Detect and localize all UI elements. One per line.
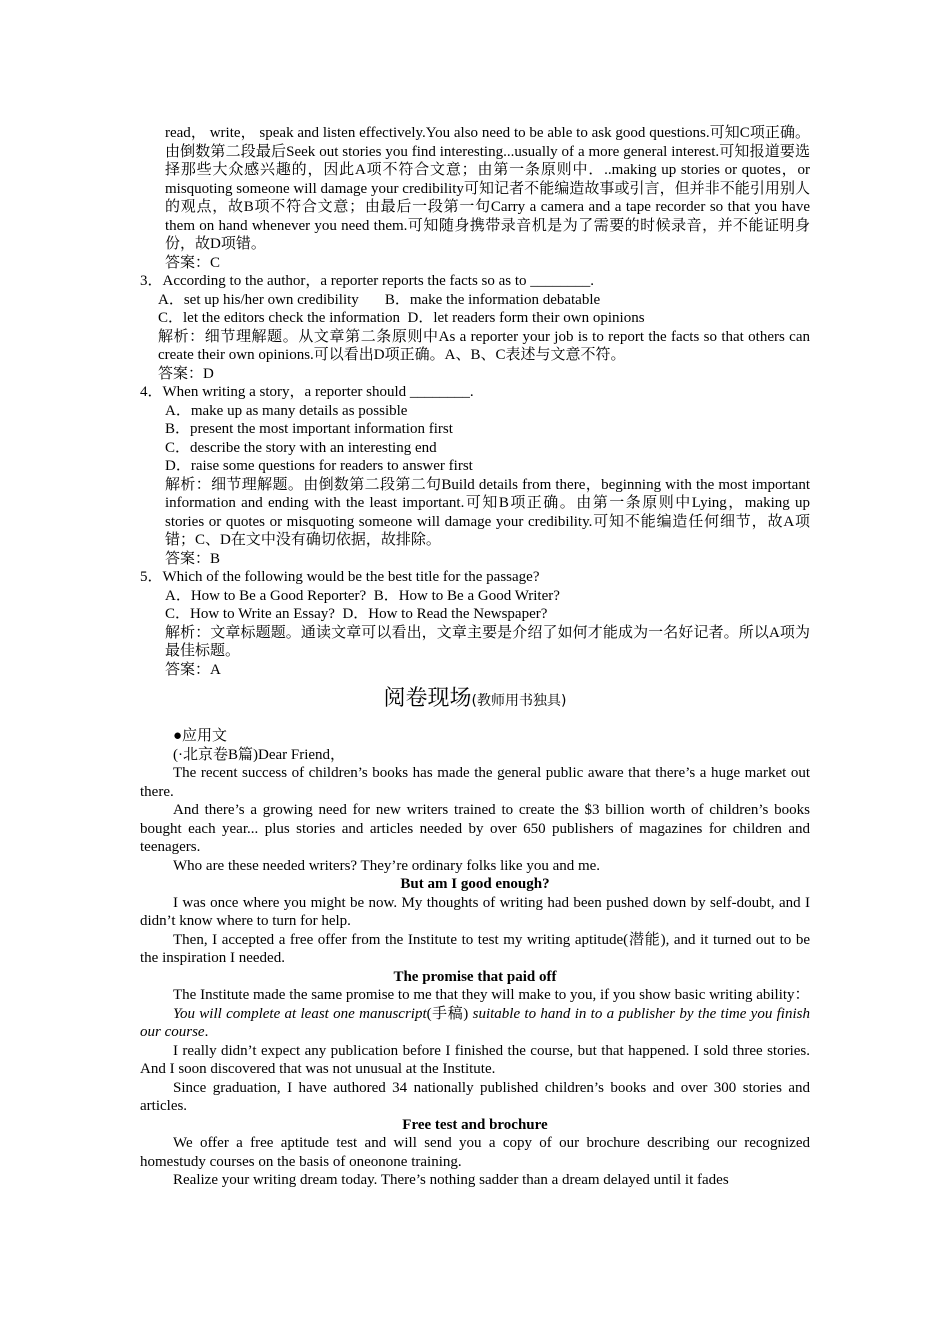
q4-option-c: C．describe the story with an interesting end (165, 439, 437, 456)
letter-salutation: (·北京卷B篇)Dear Friend， (173, 746, 346, 763)
q4-option-b: B．present the most important information first (165, 421, 453, 437)
letter-paragraph: And there’s a growing need for new writers trained to create the $3 billion worth of children’s books bought each year... plus stories and articles needed by over 650 publishers of magazines for children and teenagers. (140, 802, 810, 855)
q5-options-row2 (140, 605, 810, 624)
letter-paragraph: The recent success of children’s books has made the general public aware that there’s a huge market out there. (140, 765, 810, 800)
promise-gloss: (手稿) (426, 1005, 469, 1022)
letter-paragraph: I was once where you might be now. My thoughts of writing had been pushed down by self-doubt, and I didn’t know where to turn for help. (140, 894, 810, 929)
letter-paragraph: We offer a free aptitude test and will send you a copy of our brochure describing our recognized homestudy courses on the basis of oneonone training. (140, 1135, 810, 1170)
q3-stem: 3．According to the author，a reporter reports the facts so as to ________. (140, 273, 595, 289)
q3-option-c: C．let the editors check the information (158, 310, 401, 326)
q4-answer: 答案：B (165, 550, 221, 567)
q5-option-a: A．How to Be a Good Reporter? (165, 587, 367, 604)
letter-paragraph: The Institute made the same promise to me that they will make to you, if you show basic writing ability： (173, 987, 810, 1003)
promise-text-b: suitable to hand in to a publisher by the time you finish our course (140, 1005, 810, 1040)
q4-analysis: 解析：细节理解题。由倒数第二段第二句Build details from there，beginning with the most important information and ending with the least important.可知B项正确。由第一条原则中Lying，making up stories or quotes or misquoting someone will damage your credibility.可知不能编造任何细节，故A项错；C、D在文中没有确切依据，故排除。 (165, 476, 810, 548)
q3-options-row1 (140, 291, 810, 310)
q4-stem: 4．When writing a story，a reporter should ________. (140, 384, 474, 400)
section-title-note: (教师用书独具) (471, 693, 567, 709)
section-title-text: 阅卷现场 (383, 686, 472, 711)
q4-option-d: D．raise some questions for readers to answer first (165, 458, 473, 474)
q5-option-b: B．How to Be a Good Writer? (373, 587, 560, 604)
section-title (140, 685, 810, 715)
q3-option-a: A．set up his/her own credibility (158, 291, 359, 308)
letter-heading: The promise that paid off (393, 968, 557, 985)
q3-answer: 答案：D (158, 365, 214, 382)
letter-paragraph: Since graduation, I have authored 34 nationally published children’s books and over 300 stories and articles. (140, 1079, 810, 1114)
promise-period: . (204, 1024, 209, 1040)
document-page (140, 124, 810, 1190)
q5-options-row1 (140, 587, 810, 606)
q2-answer: 答案：C (165, 254, 221, 271)
q3-option-b: B．make the information debatable (384, 291, 601, 308)
section-bullet: ●应用文 (173, 728, 228, 744)
q2-analysis: read， write， speak and listen effectively.You also need to be able to ask good questions.可知C项正确。由倒数第二段最后Seek out stories you find interesting...usually of a more general interest.可知报道要选择那些大众感兴趣的，因此A项不符合文意；由第一条原则中．..making up stories or quotes，or misquoting someone will damage your credibility可知记者不能编造故事或引言，但并非不能引用别人的观点，故B项不符合文意；由最后一段第一句Carry a camera and a tape recorder so that you have them on hand whenever you need them.可知随身携带录音机是为了需要的时候录音，并不能证明身份，故D项错。 (165, 125, 810, 252)
letter-paragraph: Then, I accepted a free offer from the Institute to test my writing aptitude(潜能), and it turned out to be the inspiration I needed. (140, 931, 810, 966)
q5-option-d: D．How to Read the Newspaper? (342, 606, 548, 622)
letter-heading: Free test and brochure (402, 1116, 548, 1133)
q3-analysis: 解析：细节理解题。从文章第二条原则中As a reporter your job is to report the facts so that others can create their own opinions.可以看出D项正确。A、B、C表述与文意不符。 (158, 328, 810, 363)
q3-option-d: D．let readers form their own opinions (407, 310, 645, 326)
letter-paragraph: Realize your writing dream today. There’s nothing sadder than a dream delayed until it fades (173, 1172, 729, 1188)
letter-paragraph: Who are these needed writers? They’re ordinary folks like you and me. (173, 857, 601, 874)
q3-options-row2 (140, 309, 810, 328)
letter-paragraph: I really didn’t expect any publication before I finished the course, but that happened. I sold three stories. And I soon discovered that was not unusual at the Institute. (140, 1042, 810, 1077)
q5-stem: 5．Which of the following would be the best title for the passage? (140, 569, 540, 585)
q5-option-c: C．How to Write an Essay? (165, 606, 335, 622)
letter-heading: But am I good enough? (400, 876, 550, 892)
letter-promise (140, 1005, 810, 1042)
q4-option-a: A．make up as many details as possible (165, 402, 408, 419)
q5-analysis: 解析：文章标题题。通读文章可以看出，文章主要是介绍了如何才能成为一名好记者。所以A项为最佳标题。 (165, 624, 810, 659)
promise-text-a: You will complete at least one manuscript (173, 1005, 427, 1022)
q5-answer: 答案：A (165, 661, 221, 678)
